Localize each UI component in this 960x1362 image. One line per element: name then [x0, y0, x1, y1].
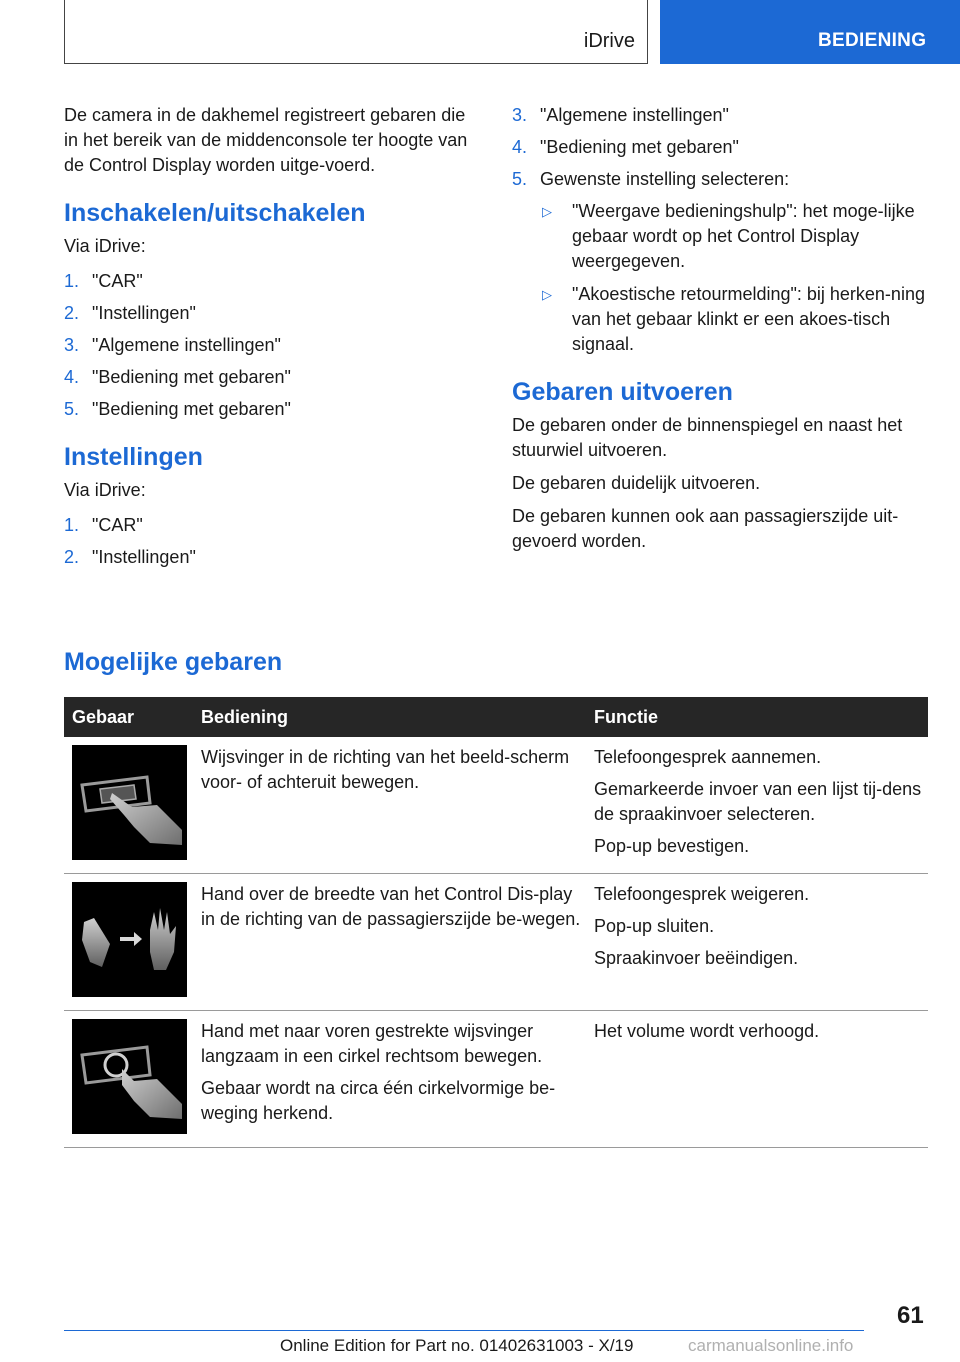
step-text: "Bediening met gebaren"	[92, 399, 291, 419]
operation-cell	[201, 882, 581, 939]
sub-list	[540, 199, 932, 357]
function-text: Het volume wordt verhoogd.	[594, 1021, 820, 1041]
list-item	[64, 365, 469, 390]
footer-divider	[64, 1330, 864, 1331]
section-title: Instellingen	[64, 443, 203, 471]
step-text: "Bediening met gebaren"	[540, 137, 739, 157]
paragraph: De gebaren onder de binnenspiegel en naast het stuurwiel uitvoeren.	[512, 415, 903, 460]
operation-text: Hand met naar voren gestrekte wijsvinger langzaam in een cirkel rechtsom bewegen.	[201, 1021, 543, 1066]
list-item	[64, 545, 469, 570]
gesture-circle-icon	[72, 1019, 187, 1134]
steps-list	[64, 269, 469, 422]
intro-text: De camera in de dakhemel registreert gebaren die in het bereik van de middenconsole ter hoogte van de Control Display worden uitge-voerd.	[64, 105, 468, 175]
sub-list-item	[540, 199, 932, 274]
table-row	[64, 1011, 928, 1148]
step-number: 1.	[64, 515, 80, 535]
steps-list	[512, 103, 932, 192]
step-text: Gewenste instelling selecteren:	[540, 169, 790, 189]
step-text: "Instellingen"	[92, 303, 196, 323]
section-title: Gebaren uitvoeren	[512, 378, 733, 406]
gesture-point-icon	[72, 745, 187, 860]
operation-text: Wijsvinger in de richting van het beeld-scherm voor- of achteruit bewegen.	[201, 747, 570, 792]
section-title: Inschakelen/uitschakelen	[64, 199, 366, 227]
header-chapter-tab	[660, 0, 960, 64]
table-row	[64, 874, 928, 1011]
list-item	[64, 513, 469, 538]
right-column	[512, 103, 932, 562]
paragraph: De gebaren duidelijk uitvoeren.	[512, 473, 761, 493]
triangle-bullet-icon: ▷	[542, 287, 552, 302]
steps-list	[64, 513, 469, 570]
gesture-swipe-icon	[72, 882, 187, 997]
step-text: "Algemene instellingen"	[92, 335, 281, 355]
triangle-bullet-icon: ▷	[542, 204, 552, 219]
function-text: Telefoongesprek aannemen.	[594, 747, 822, 767]
list-item	[64, 397, 469, 422]
function-cell	[594, 882, 924, 978]
operation-text: Hand over de breedte van het Control Dis-play in de richting van de passagierszijde be-wegen.	[201, 884, 581, 929]
function-cell	[594, 1019, 924, 1051]
step-number: 5.	[64, 399, 80, 419]
left-column	[64, 103, 469, 577]
step-number: 3.	[64, 335, 80, 355]
list-item	[512, 135, 932, 160]
step-text: "Algemene instellingen"	[540, 105, 729, 125]
table-header	[64, 697, 928, 737]
table-title: Mogelijke gebaren	[64, 648, 283, 676]
sub-item-text: "Weergave bedieningshulp": het moge-lijke gebaar wordt op het Control Display weergegeven.	[572, 201, 915, 271]
step-text: "CAR"	[92, 515, 143, 535]
step-number: 1.	[64, 271, 80, 291]
paragraph: De gebaren kunnen ook aan passagierszijde uit-gevoerd worden.	[512, 506, 899, 551]
footer-watermark: carmanualsonline.info	[688, 1336, 854, 1355]
list-item	[64, 333, 469, 358]
function-cell	[594, 745, 924, 866]
header-section-box	[64, 0, 648, 64]
list-item	[64, 269, 469, 294]
via-text: Via iDrive:	[64, 480, 146, 500]
header-chapter: BEDIENING	[818, 30, 927, 51]
function-text: Spraakinvoer beëindigen.	[594, 948, 799, 968]
section-settings	[64, 442, 469, 570]
column-header: Gebaar	[72, 707, 135, 727]
page-number: 61	[897, 1302, 924, 1329]
column-header: Bediening	[201, 707, 289, 727]
step-number: 5.	[512, 169, 528, 189]
section-perform-gestures	[512, 377, 932, 554]
step-number: 2.	[64, 303, 80, 323]
step-number: 4.	[64, 367, 80, 387]
function-text: Telefoongesprek weigeren.	[594, 884, 810, 904]
list-item	[512, 167, 932, 192]
section-toggle	[64, 198, 469, 422]
header-section: iDrive	[583, 30, 635, 52]
step-text: "CAR"	[92, 271, 143, 291]
table-row	[64, 737, 928, 874]
list-item	[64, 301, 469, 326]
step-text: "Instellingen"	[92, 547, 196, 567]
operation-cell	[201, 1019, 581, 1133]
step-text: "Bediening met gebaren"	[92, 367, 291, 387]
column-header: Functie	[594, 707, 659, 727]
step-number: 4.	[512, 137, 528, 157]
function-text: Pop-up bevestigen.	[594, 836, 750, 856]
sub-item-text: "Akoestische retourmelding": bij herken-ning van het gebaar klinkt er een akoes-tisch signaal.	[572, 284, 925, 354]
operation-cell	[201, 745, 581, 802]
via-text: Via iDrive:	[64, 236, 146, 256]
footer-edition: Online Edition for Part no. 01402631003 - X/19	[280, 1336, 634, 1355]
operation-text: Gebaar wordt na circa één cirkelvormige be-weging herkend.	[201, 1078, 556, 1123]
step-number: 3.	[512, 105, 528, 125]
list-item	[512, 103, 932, 128]
function-text: Gemarkeerde invoer van een lijst tij-dens de spraakinvoer selecteren.	[594, 779, 922, 824]
step-number: 2.	[64, 547, 80, 567]
sub-list-item	[540, 282, 932, 357]
function-text: Pop-up sluiten.	[594, 916, 715, 936]
gestures-table	[64, 697, 928, 1148]
